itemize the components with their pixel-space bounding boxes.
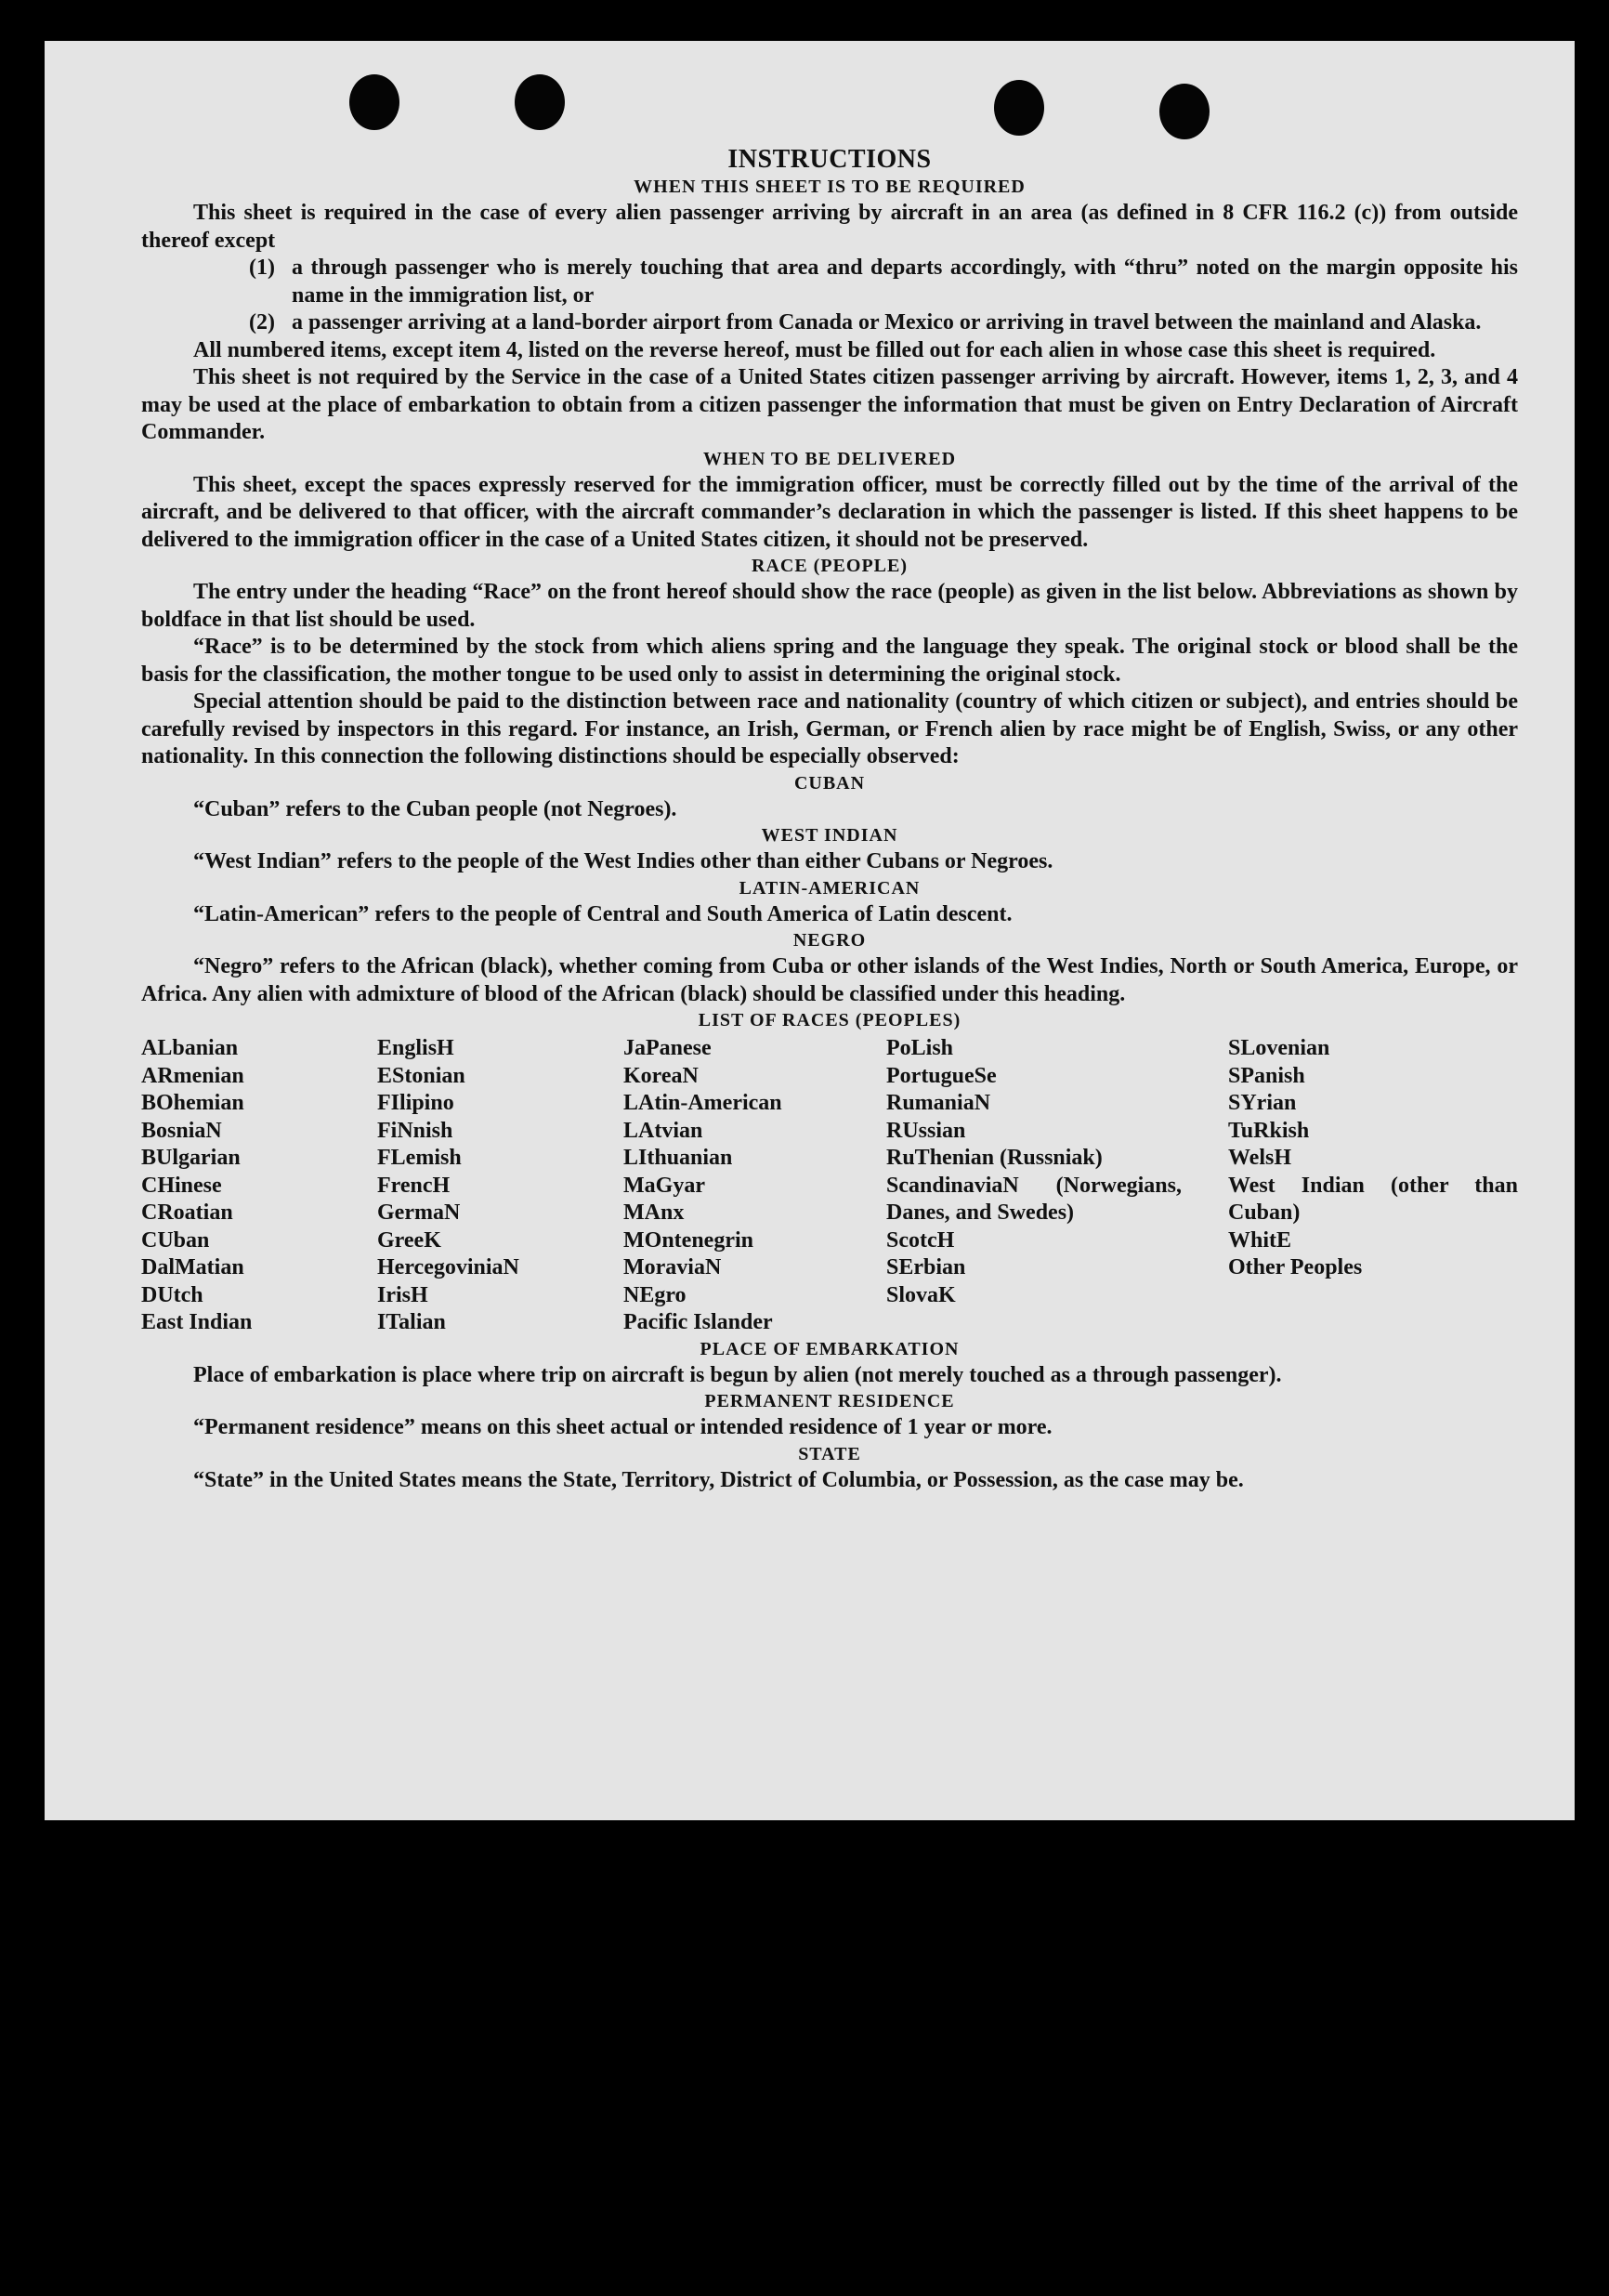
race-item: West Indian (other than Cuban) [1228, 1173, 1518, 1225]
paragraph: This sheet is required in the case of every alien passenger arriving by aircraft in an area (as defined in 8 CFR 116.2 (c)) from outside thereof except [141, 201, 1518, 253]
section-heading: NEGRO [792, 930, 867, 951]
race-item: EStonian [377, 1063, 465, 1088]
section-heading: WHEN TO BE DELIVERED [702, 448, 957, 469]
race-item: NEgro [623, 1282, 687, 1307]
race-item: IrisH [377, 1282, 428, 1307]
race-item: CUban [141, 1227, 210, 1253]
paragraph: Special attention should be paid to the distinction between race and nationality (country of which citizen or subject), and entries should be carefully revised by inspectors in this regard. For instance, an Irish, German, or French alien by race might be of English, Swiss, or any other nationality. In this connection the following distinctions should be especially observed: [141, 689, 1518, 768]
race-column [141, 1035, 377, 1337]
race-item: CRoatian [141, 1200, 233, 1225]
race-item: KoreaN [623, 1063, 699, 1088]
list-item [141, 309, 1518, 337]
race-item: ScotcH [886, 1227, 955, 1253]
section-heading: PERMANENT RESIDENCE [704, 1391, 955, 1411]
race-column [377, 1035, 623, 1337]
item-number: (2) [249, 310, 275, 335]
race-item: RUssian [886, 1118, 966, 1143]
race-item: PortugueSe [886, 1063, 997, 1088]
paragraph: “Cuban” refers to the Cuban people (not Negroes). [193, 796, 677, 821]
race-item: LIthuanian [623, 1146, 733, 1170]
section-heading: LIST OF RACES (PEOPLES) [698, 1010, 961, 1030]
race-item: DalMatian [141, 1255, 244, 1279]
paragraph: “Negro” refers to the African (black), whether coming from Cuba or other islands of the West Indies, North or South America, Europe, or Africa. Any alien with admixture of blood of the African (black) should be classified under this heading. [141, 954, 1518, 1006]
race-item: FLemish [377, 1146, 462, 1170]
paragraph: “Race” is to be determined by the stock from which aliens spring and the language they speak. The original stock or blood shall be the basis for the classification, the mother tongue to be used only to assist in determining the original stock. [141, 635, 1518, 687]
section-heading: PLACE OF EMBARKATION [700, 1338, 960, 1359]
race-item: RumaniaN [886, 1091, 991, 1115]
race-item: BOhemian [141, 1091, 244, 1115]
race-item: SPanish [1228, 1063, 1305, 1088]
race-item: MOntenegrin [623, 1227, 753, 1253]
item-text: a passenger arriving at a land-border airport from Canada or Mexico or arriving in travel between the mainland and Alaska. [292, 310, 1482, 335]
race-item: ALbanian [141, 1036, 239, 1060]
page-title: INSTRUCTIONS [727, 145, 932, 174]
paragraph: This sheet is not required by the Service in the case of a United States citizen passenger arriving by aircraft. However, items 1, 2, 3, and 4 may be used at the place of embarkation to obtain from a citizen passenger the information that must be given on Entry Declaration of Aircraft Commander. [141, 365, 1518, 444]
instructions-content [141, 100, 1518, 1494]
paragraph: “West Indian” refers to the people of the West Indies other than either Cubans or Negroes. [193, 849, 1053, 873]
race-item: SYrian [1228, 1091, 1297, 1115]
race-item: LAtin-American [623, 1091, 782, 1115]
race-item: RuThenian (Russniak) [886, 1146, 1103, 1170]
paragraph: Place of embarkation is place where trip on aircraft is begun by alien (not merely touched as a through passenger). [193, 1362, 1282, 1387]
race-item: MoraviaN [623, 1255, 722, 1279]
section-heading: RACE (PEOPLE) [752, 556, 908, 576]
paragraph: This sheet, except the spaces expressly reserved for the immigration officer, must be correctly filled out by the time of the arrival of the aircraft, and be delivered to that officer, with the aircraft commander’s declaration in which the passenger is listed. If this sheet happens to be delivered to the immigration officer in the case of a United States citizen, it should not be preserved. [141, 472, 1518, 552]
race-item: HercegoviniaN [377, 1255, 519, 1279]
race-item: ARmenian [141, 1063, 244, 1088]
race-item: TuRkish [1228, 1118, 1310, 1143]
race-item: Pacific Islander [623, 1310, 773, 1334]
race-item: FrencH [377, 1173, 451, 1198]
paragraph: “State” in the United States means the State, Territory, District of Columbia, or Possession, as the case may be. [193, 1467, 1244, 1492]
race-item: EnglisH [377, 1036, 454, 1060]
race-item: DUtch [141, 1282, 203, 1307]
race-item: JaPanese [623, 1036, 712, 1060]
race-item: MaGyar [623, 1173, 705, 1198]
document-page [45, 41, 1575, 1820]
paragraph: “Permanent residence” means on this sheet actual or intended residence of 1 year or more. [193, 1415, 1053, 1439]
item-text: a through passenger who is merely touching that area and departs accordingly, with “thru” noted on the margin opposite his name in the immigration list, or [292, 256, 1518, 308]
race-column [1228, 1035, 1518, 1337]
race-item: SErbian [886, 1255, 966, 1279]
race-item: East Indian [141, 1310, 253, 1334]
race-list [141, 1035, 1518, 1337]
race-item: PoLish [886, 1036, 954, 1060]
race-item: Other Peoples [1228, 1255, 1363, 1279]
race-item: BUlgarian [141, 1146, 241, 1170]
race-column [886, 1035, 1228, 1337]
section-heading: LATIN-AMERICAN [739, 877, 921, 899]
race-item: SlovaK [886, 1282, 956, 1307]
section-heading: WHEN THIS SHEET IS TO BE REQUIRED [634, 177, 1026, 197]
paragraph: All numbered items, except item 4, listed on the reverse hereof, must be filled out for each alien in whose case this sheet is required. [193, 337, 1436, 362]
race-item: CHinese [141, 1173, 222, 1198]
race-item: FiNnish [377, 1118, 453, 1143]
race-item: ITalian [377, 1310, 446, 1334]
race-item: GreeK [377, 1227, 441, 1253]
list-item [141, 255, 1518, 309]
section-heading: CUBAN [793, 772, 866, 794]
race-item: WhitE [1228, 1227, 1292, 1253]
race-item: FIlipino [377, 1091, 454, 1115]
race-item: WelsH [1228, 1146, 1292, 1170]
paragraph: “Latin-American” refers to the people of Central and South America of Latin descent. [193, 901, 1013, 926]
paragraph: The entry under the heading “Race” on the front hereof should show the race (people) as given in the list below. Abbreviations as shown by boldface in that list should be used. [141, 580, 1518, 632]
section-heading: STATE [798, 1443, 861, 1464]
race-item: MAnx [623, 1200, 685, 1225]
section-heading: WEST INDIAN [761, 825, 898, 846]
race-item: GermaN [377, 1200, 461, 1225]
race-item: SLovenian [1228, 1036, 1330, 1060]
race-item: LAtvian [623, 1118, 703, 1143]
item-number: (1) [249, 256, 275, 280]
race-item: BosniaN [141, 1118, 222, 1143]
race-column [623, 1035, 886, 1337]
race-item: ScandinaviaN (Norwegians, Danes, and Swedes) [886, 1173, 1182, 1225]
